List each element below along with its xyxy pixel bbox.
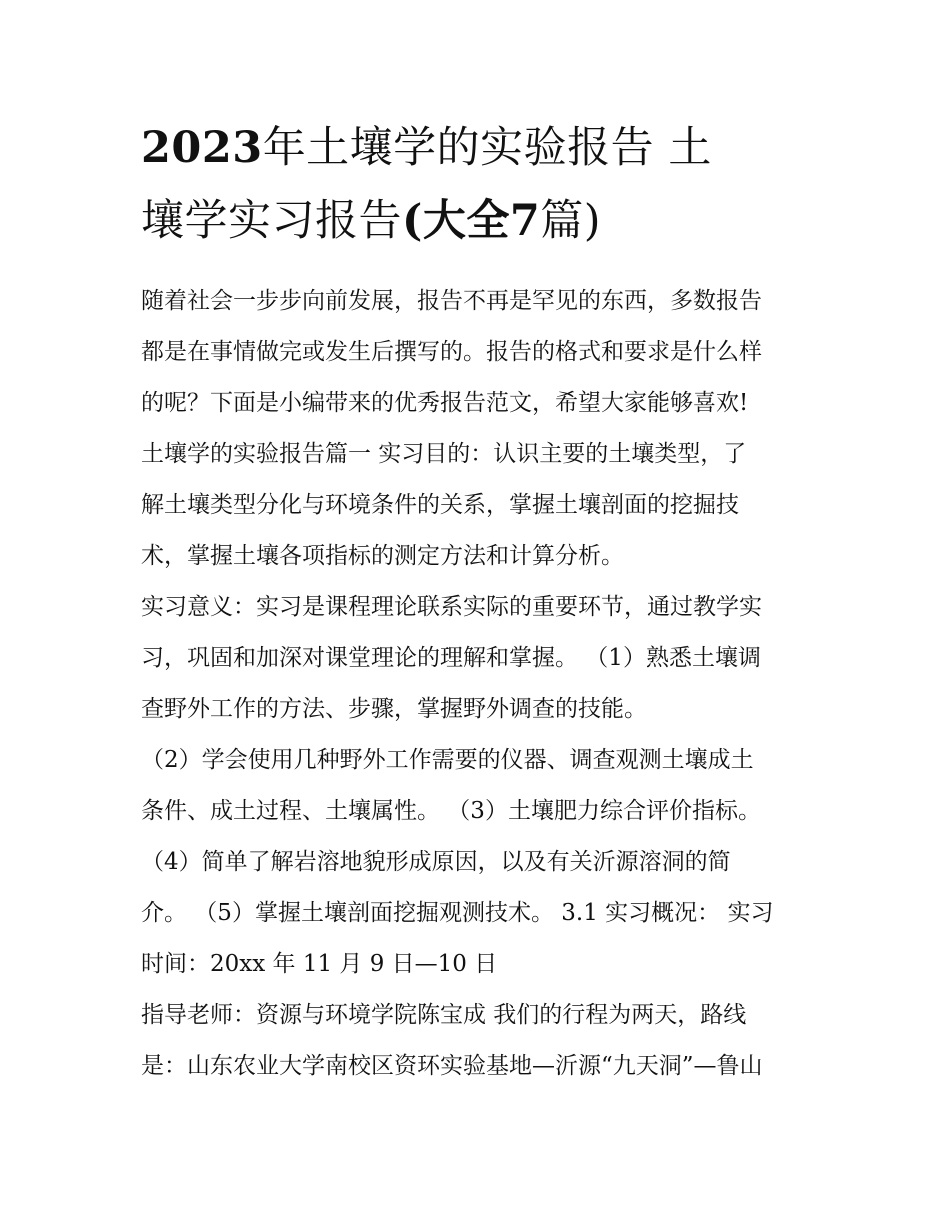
body-line: 土壤学的实验报告篇一 实习目的：认识主要的土壤类型，了 bbox=[141, 441, 747, 467]
body-line: 都是在事情做完或发生后撰写的。报告的格式和要求是什么样 bbox=[141, 339, 762, 365]
body-line: 解土壤类型分化与环境条件的关系，掌握土壤剖面的挖掘技 bbox=[141, 492, 739, 518]
body-line: 查野外工作的方法、步骤，掌握野外调查的技能。 bbox=[141, 696, 647, 722]
title-year: 2023 bbox=[141, 123, 263, 173]
body-line: 条件、成土过程、土壤属性。 （3）土壤肥力综合评价指标。 bbox=[141, 798, 761, 824]
body-line: 指导老师：资源与环境学院陈宝成 我们的行程为两天，路线 bbox=[141, 1002, 747, 1028]
title-count: 7 bbox=[509, 196, 541, 246]
body-line: （4）简单了解岩溶地貌形成原因，以及有关沂源溶洞的简 bbox=[141, 849, 731, 875]
document-title bbox=[141, 112, 821, 258]
body-line: 习，巩固和加深对课堂理论的理解和掌握。 （1）熟悉土壤调 bbox=[141, 645, 761, 671]
body-line: 的呢？下面是小编带来的优秀报告范文，希望大家能够喜欢! bbox=[141, 390, 749, 416]
body-line: 是：山东农业大学南校区资环实验基地—沂源“九天洞”—鲁山 bbox=[141, 1053, 763, 1079]
document-body bbox=[141, 276, 821, 1092]
body-line: 随着社会一步步向前发展，报告不再是罕见的东西，多数报告 bbox=[141, 288, 762, 314]
body-line: 介。 （5）掌握土壤剖面挖掘观测技术。 3.1 实习概况： 实习 bbox=[141, 900, 774, 926]
body-line: 实习意义：实习是课程理论联系实际的重要环节，通过教学实 bbox=[141, 594, 762, 620]
title-line2-text: 壤学实习报告 bbox=[141, 196, 402, 246]
title-line1-text: 年土壤学的实验报告 土 bbox=[262, 123, 712, 173]
title-line2-end: 篇) bbox=[540, 196, 602, 246]
title-paren-open: (大全 bbox=[402, 196, 510, 246]
body-line: 术，掌握土壤各项指标的测定方法和计算分析。 bbox=[141, 543, 624, 569]
body-line: （2）学会使用几种野外工作需要的仪器、调查观测土壤成土 bbox=[141, 747, 754, 773]
body-line: 时间：20xx 年 11 月 9 日—10 日 bbox=[141, 951, 498, 977]
